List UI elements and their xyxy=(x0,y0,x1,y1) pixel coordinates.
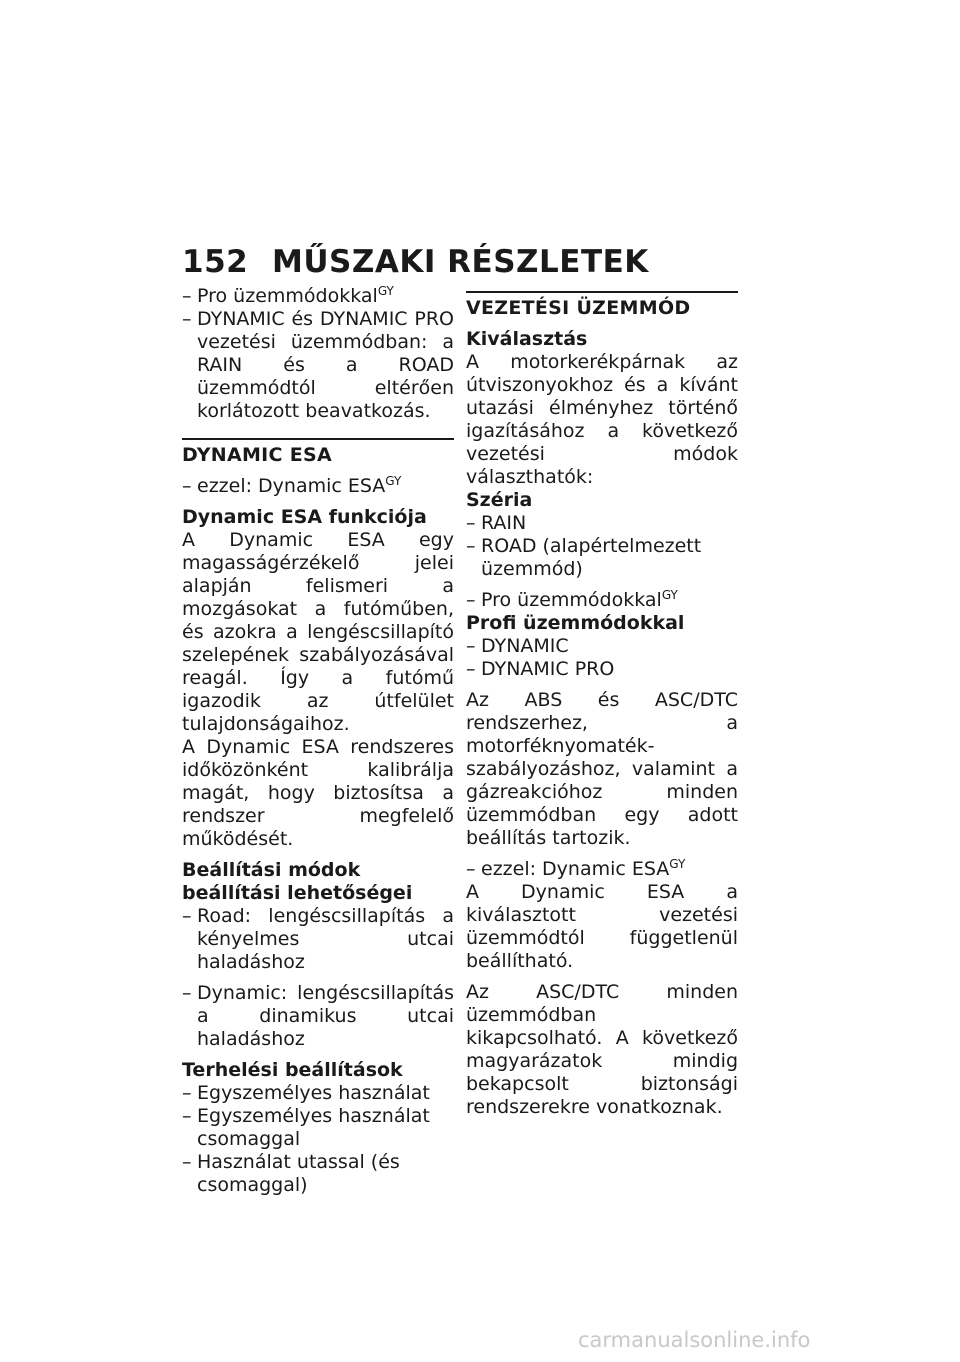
list-item: – DYNAMIC xyxy=(466,635,569,657)
list-item: – DYNAMIC PRO xyxy=(466,658,615,680)
list-item: – ezzel: Dynamic $ESA^{GY}$ xyxy=(466,857,686,880)
heading-profi: Profi üzemmódokkal xyxy=(466,612,685,634)
list-item: – Road: lengéscsillapítás a kényelmes utcai haladáshoz xyxy=(182,905,454,973)
heading-terhelesi: Terhelési beállítások xyxy=(182,1059,403,1081)
page-title: MŰSZAKI RÉSZLETEK xyxy=(272,244,649,280)
list-item: – Pro üzemmódokkal$^{GY}$ xyxy=(466,588,678,611)
list-item: – Pro üzemmódokkal$^{GY}$ xyxy=(182,284,394,307)
list-item: – DYNAMIC és DYNAMIC PRO vezetési üzemmódban: a RAIN és a ROAD üzemmódtól eltérően korlátozott beavatkozás. xyxy=(182,308,454,422)
page-header xyxy=(182,244,649,284)
section-title-dynamic-esa: DYNAMIC ESA xyxy=(182,444,332,466)
paragraph: A Dynamic ESA egy magasságérzékelő jelei alapján felismeri a mozgásokat a futóműben, és azokra a lengéscsillapító szelepének szabályozásával reagál. Így a futómű igazodik az útfelület tulajdonságaihoz. xyxy=(182,529,454,735)
list-item: – Egyszemélyes használat csomaggal xyxy=(182,1105,430,1150)
section-title-vezetesi-uzemmod: VEZETÉSI ÜZEMMÓD xyxy=(466,297,691,319)
paragraph: Az ASC/DTC minden üzemmódban kikapcsolható. A következő magyarázatok mindig bekapcsolt biztonsági rendszerekre vonatkoznak. xyxy=(466,981,738,1118)
paragraph: Az ABS és ASC/DTC rendszerhez, a motorféknyomaték-szabályozáshoz, valamint a gázreakcióhoz minden üzemmódban egy adott beállítás tartozik. xyxy=(466,689,738,849)
section-divider xyxy=(466,291,738,293)
heading-funkcio: Dynamic ESA funkciója xyxy=(182,506,427,528)
list-item: – ezzel: Dynamic $ESA^{GY}$ xyxy=(182,474,402,497)
list-item: – Használat utassal (és csomaggal) xyxy=(182,1151,400,1196)
list-item: – ROAD (alapértelmezett üzemmód) xyxy=(466,535,702,580)
paragraph: A Dynamic ESA rendszeres időközönként kalibrálja magát, hogy biztosítsa a rendszer megfelelő működését. xyxy=(182,736,454,850)
heading-beallitasi-lehetosegei: beállítási lehetőségei xyxy=(182,882,413,904)
heading-kivalasztas: Kiválasztás xyxy=(466,328,588,350)
heading-szeria: Széria xyxy=(466,489,533,511)
heading-beallitasi-modok: Beállítási módok xyxy=(182,859,361,881)
page-number: 152 xyxy=(182,244,249,280)
list-item: – Dynamic: lengéscsillapítás a dinamikus utcai haladáshoz xyxy=(182,982,454,1050)
paragraph: A motorkerékpárnak az útviszonyokhoz és a kívánt utazási élményhez történő igazításához a következő vezetési módok választhatók: xyxy=(466,351,738,488)
left-column xyxy=(182,285,454,1197)
paragraph: A Dynamic ESA a kiválasztott vezetési üzemmódtól függetlenül beállítható. xyxy=(466,881,738,972)
right-column xyxy=(466,285,738,1119)
section-divider xyxy=(182,438,454,440)
watermark-text: carmanualsonline.info xyxy=(578,1328,811,1352)
list-item: – Egyszemélyes használat xyxy=(182,1082,430,1104)
list-item: – RAIN xyxy=(466,512,527,534)
